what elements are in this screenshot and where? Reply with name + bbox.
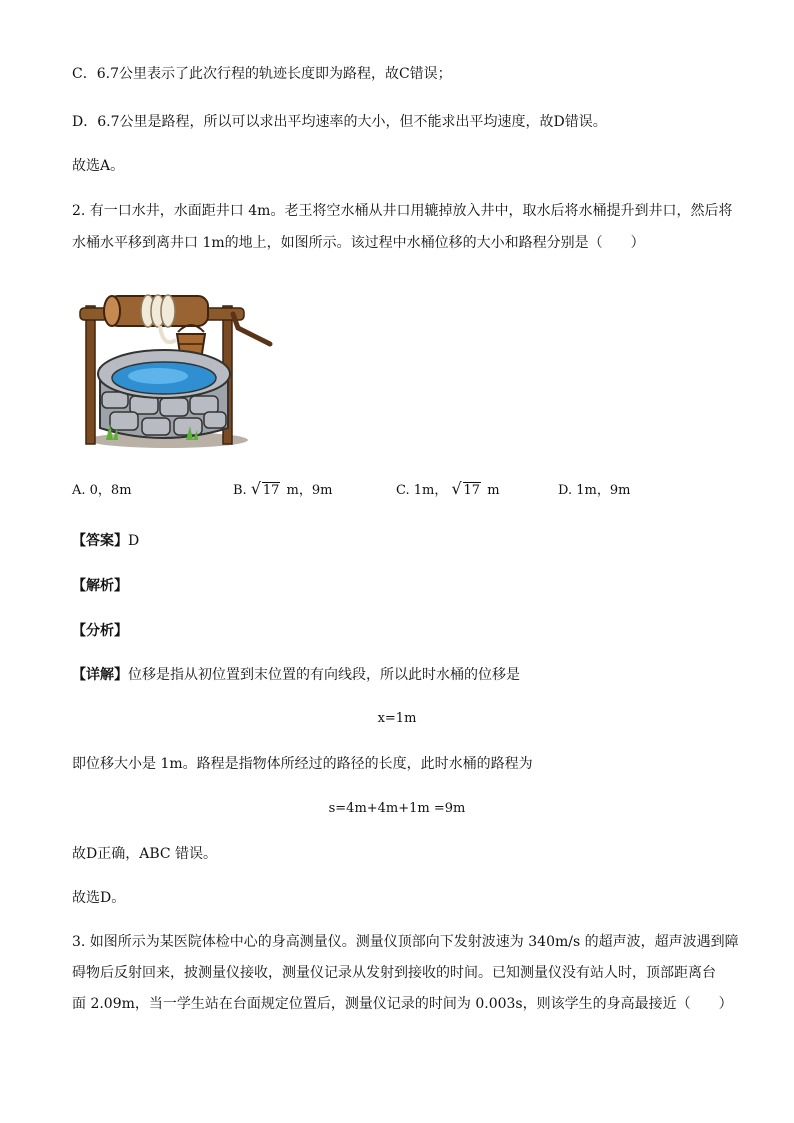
equation-distance: s=4m+4m+1m =9m <box>328 801 466 816</box>
option-d: D. 1m，9m <box>558 483 631 498</box>
option-c <box>396 481 500 501</box>
fenxi-heading: 【分析】 <box>72 623 128 639</box>
conclusion-line: 故D正确，ABC 错误。 <box>72 846 218 862</box>
option-b-radicand: 17 <box>262 483 280 498</box>
choose-d-conclusion: 故选D。 <box>72 890 126 906</box>
analysis-heading: 【解析】 <box>72 578 128 594</box>
detail-tag: 【详解】 <box>72 667 128 683</box>
option-c-radicand: 17 <box>463 483 481 498</box>
displacement-explanation: 即位移大小是 1m。路程是指物体所经过的路径的长度，此时水桶的路程为 <box>72 756 533 772</box>
detail-line <box>72 665 520 685</box>
option-d-explanation: D．6.7公里是路程，所以可以求出平均速率的大小，但不能求出平均速度，故D错误。 <box>72 114 607 130</box>
choose-a-conclusion: 故选A。 <box>72 158 125 174</box>
option-b-label: B. <box>233 483 247 498</box>
option-b <box>233 481 332 501</box>
option-c-rest: m <box>487 483 500 498</box>
well-illustration <box>78 288 274 458</box>
option-c-label: C. 1m， <box>396 483 448 498</box>
sqrt-symbol: √ 17 <box>451 479 481 498</box>
answer-tag: 【答案】 <box>72 533 128 549</box>
option-a: A. 0，8m <box>72 483 132 498</box>
option-b-rest: m，9m <box>286 483 333 498</box>
question-2-line-2: 水桶水平移到离井口 1m的地上，如图所示。该过程中水桶位移的大小和路程分别是（ ） <box>72 235 645 251</box>
question-3-line-3: 面 2.09m，当一学生站在台面规定位置后，测量仪记录的时间为 0.003s，则该学生的身高最接近（ ） <box>72 996 733 1012</box>
sqrt-symbol: √ 17 <box>250 479 280 498</box>
question-2-line-1: 2. 有一口水井，水面距井口 4m。老王将空水桶从井口用辘掉放入井中，取水后将水桶提升到井口，然后将 <box>72 203 733 219</box>
detail-text: 位移是指从初位置到末位置的有向线段，所以此时水桶的位移是 <box>128 667 520 683</box>
answer-line <box>72 531 139 551</box>
question-3-line-1: 3. 如图所示为某医院体检中心的身高测量仪。测量仪顶部向下发射波速为 340m/s 的超声波，超声波遇到障 <box>72 934 739 950</box>
answer-value: D <box>128 533 140 549</box>
question-3-line-2: 碍物后反射回来，披测量仪接收，测量仪记录从发射到接收的时间。已知测量仪没有站人时，顶部距离台 <box>72 965 716 981</box>
option-c-explanation: C．6.7公里表示了此次行程的轨迹长度即为路程，故C错误； <box>72 66 452 82</box>
equation-displacement: x=1m <box>377 711 417 726</box>
